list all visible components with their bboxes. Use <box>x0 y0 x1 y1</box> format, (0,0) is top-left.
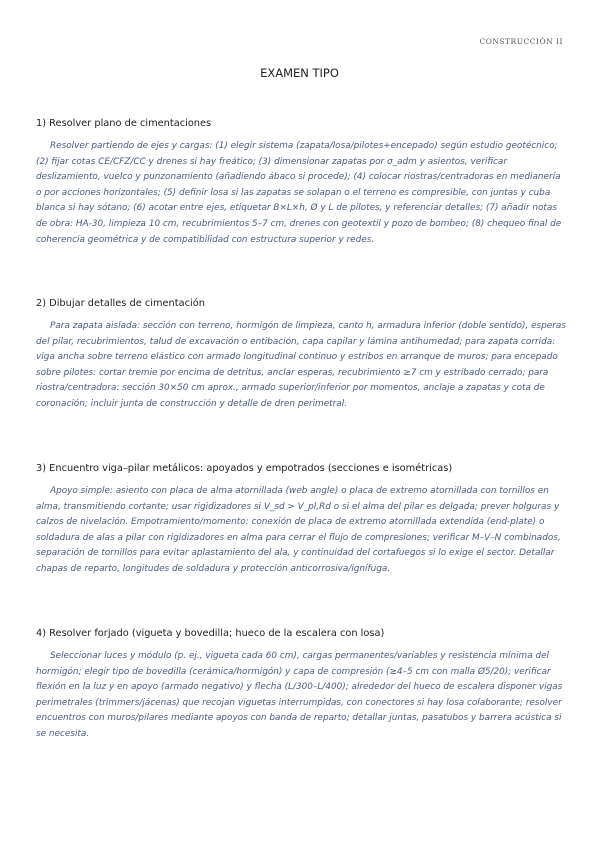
section-body: Seleccionar luces y módulo (p. ej., vigueta cada 60 cm), cargas permanentes/variables y resistencia mínima del hormigón; elegir tipo de bovedilla (cerámica/hormigón) y capa de compresión (≥4–5 cm con malla Ø5/20); verificar flexión en la luz y en apoyo (armado negativo) y flecha (L/300–L/400); alrededor del hueco de escalera disponer vigas perimetrales (trimmers/jácenas) que recojan viguetas interrumpidas, con conectores si hay losa colaborante; resolver encuentros con muros/pilares mediante apoyos con banda de reparto; detallar juntas, pasatubos y barrera acústica si se necesita. <box>36 651 563 739</box>
section-body: Apoyo simple: asiento con placa de alma atornillada (web angle) o placa de extremo atornillada con tornillos en alma, transmitiendo cortante; usar rigidizadores si V_sd > V_pl,Rd o si el alma del pilar es delgada; prever holguras y calzos de nivelación. Empotramiento/momento: conexión de placa de extremo atornillada extendida (end-plate) o soldadura de alas a pilar con rigidizadores en alma para cerrar el flujo de compresiones; verificar M–V–N combinados, separación de tornillos para evitar aplastamiento del ala, y continuidad del cortafuegos si lo exige el sector. Detallar chapas de reparto, longitudes de soldadura y protección anticorrosiva/ignífuga. <box>36 486 561 574</box>
section-2 <box>36 298 566 413</box>
section-body: Resolver partiendo de ejes y cargas: (1) elegir sistema (zapata/losa/pilotes+encepado) según estudio geotécnico; (2) fijar cotas CE/CFZ/CC y drenes si hay freático; (3) dimensionar zapatas por σ_adm y asientos, verificar deslizamiento, vuelco y punzonamiento (añadiendo ábaco si procede); (4) colocar riostras/centradoras en medianería o por acciones horizontales; (5) definir losa si las zapatas se solapan o el terreno es compresible, con juntas y cuba blanca si hay sótano; (6) acotar entre ejes, etiquetar B×L×h, Ø y L de pilotes, y referenciar detalles; (7) añadir notas de obra: HA-30, limpieza 10 cm, recubrimientos 5–7 cm, drenes con geotextil y pozo de bombeo; (8) chequeo final de coherencia geométrica y de compatibilidad con estructura superior y redes. <box>36 141 562 245</box>
section-body: Para zapata aislada: sección con terreno, hormigón de limpieza, canto h, armadura inferior (doble sentido), esperas del pilar, recubrimientos, talud de excavación o entibación, capa capilar y lámina antihumedad; para zapata corrida: viga ancha sobre terreno elástico con armado longitudinal continuo y estribos en arranque de muros; para encepado sobre pilotes: cortar tremie por encima de detritus, anclar esperas, recubrimiento ≥7 cm y estribado cerrado; para riostra/centradora: sección 30×50 cm aprox., armado superior/inferior por momentos, anclaje a zapatas y cota de coronación; incluir junta de construcción y detalle de dren perimetral. <box>36 321 566 409</box>
section-heading: 1) Resolver plano de cimentaciones <box>36 118 212 129</box>
section-heading: 3) Encuentro viga–pilar metálicos: apoyados y empotrados (secciones e isométricas) <box>36 463 453 474</box>
section-heading: 4) Resolver forjado (vigueta y bovedilla; hueco de la escalera con losa) <box>36 628 385 639</box>
section-3 <box>36 463 566 578</box>
section-heading: 2) Dibujar detalles de cimentación <box>36 298 205 309</box>
running-header: CONSTRUCCIÓN II <box>479 37 563 46</box>
page-title: EXAMEN TIPO <box>260 66 339 80</box>
section-1 <box>36 118 566 248</box>
section-4 <box>36 628 566 743</box>
